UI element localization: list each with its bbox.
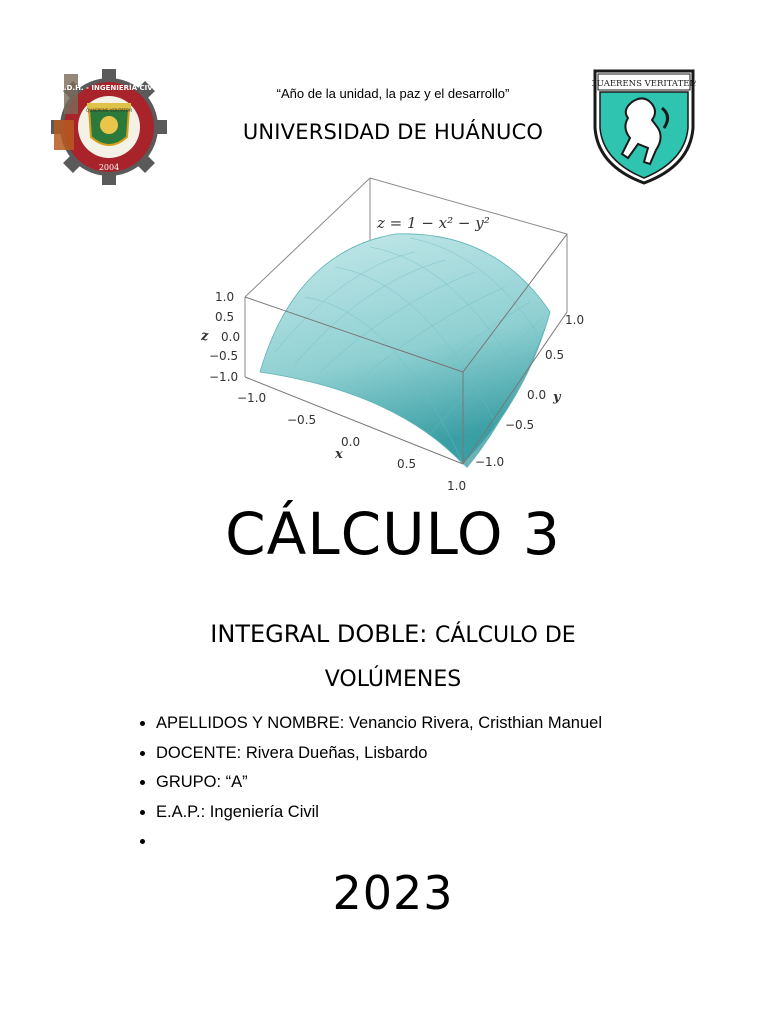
university-shield-logo bbox=[592, 68, 696, 186]
y-tick: −1.0 bbox=[475, 455, 505, 469]
y-tick: 0.5 bbox=[545, 348, 565, 362]
document-title: CÁLCULO 3 bbox=[225, 500, 561, 568]
z-tick: 0.0 bbox=[221, 330, 241, 344]
list-item: • DOCENTE: Rivera Dueñas, Lisbardo bbox=[156, 742, 716, 772]
subtitle-part2: CÁLCULO DE bbox=[434, 623, 576, 648]
list-item: • GRUPO: “A” bbox=[156, 771, 716, 801]
x-axis-label: x bbox=[335, 447, 343, 462]
left-logo-year: 2004 bbox=[98, 163, 120, 172]
z-tick: −1.0 bbox=[209, 370, 239, 384]
student-info-list bbox=[108, 712, 716, 860]
university-name: UNIVERSIDAD DE HUÁNUCO bbox=[242, 120, 544, 144]
y-tick: 0.0 bbox=[527, 388, 547, 402]
subtitle-part1: INTEGRAL DOBLE: bbox=[210, 620, 435, 648]
document-subtitle bbox=[150, 612, 636, 702]
z-axis-label: z bbox=[201, 329, 209, 344]
x-tick: 0.5 bbox=[397, 457, 417, 471]
list-item: • E.A.P.: Ingeniería Civil bbox=[156, 801, 716, 831]
z-tick: −0.5 bbox=[209, 349, 239, 363]
x-tick: 0.0 bbox=[341, 435, 361, 449]
left-logo-banner: QUAERENS VERITATEM bbox=[86, 108, 132, 113]
y-tick: −0.5 bbox=[505, 418, 535, 432]
x-tick: 1.0 bbox=[447, 479, 467, 493]
y-tick: 1.0 bbox=[565, 313, 585, 327]
z-tick: 1.0 bbox=[215, 290, 235, 304]
y-axis-label: y bbox=[553, 390, 561, 405]
list-item bbox=[156, 830, 716, 860]
surface-equation: z = 1 − x² − y² bbox=[377, 214, 490, 232]
subtitle-line2: VOLÚMENES bbox=[324, 667, 462, 692]
motto: “Año de la unidad, la paz y el desarrollo” bbox=[276, 86, 510, 101]
right-logo-text: QUAERENS VERITATEM bbox=[592, 79, 696, 89]
year: 2023 bbox=[332, 866, 454, 920]
x-tick: −1.0 bbox=[237, 391, 267, 405]
z-tick: 0.5 bbox=[215, 310, 235, 324]
list-item: • APELLIDOS Y NOMBRE: Venancio Rivera, Cristhian Manuel bbox=[156, 712, 716, 742]
left-logo-text: U.D.H. - INGENIERÍA CIVIL bbox=[58, 84, 160, 92]
x-tick: −0.5 bbox=[287, 413, 317, 427]
surface-plot bbox=[195, 172, 595, 496]
